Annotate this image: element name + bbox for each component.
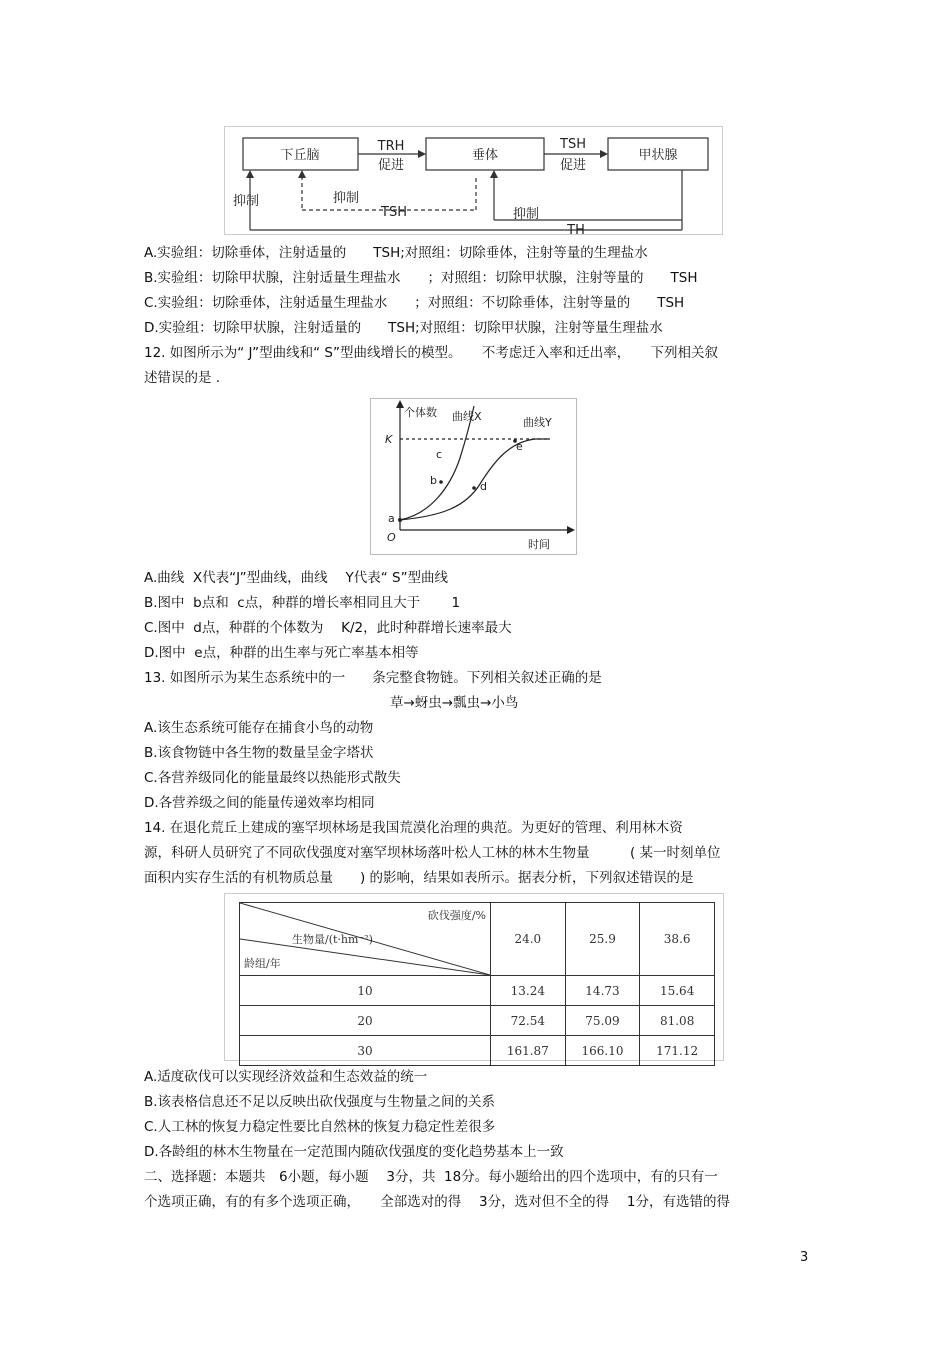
inhibit-mid-label: 抑制: [332, 191, 360, 206]
q13-food-chain: 草→蚜虫→瓢虫→小鸟: [390, 695, 519, 711]
population-growth-graph: [370, 398, 578, 556]
value-cell: 161.87: [491, 1036, 566, 1066]
x-axis-label: 时间: [528, 538, 550, 551]
point-e-label: e: [516, 440, 523, 453]
q14-option-a: A.适度砍伐可以实现经济效益和生态效益的统一: [144, 1069, 428, 1085]
q12-option-a: A.曲线 X代表“J”型曲线，曲线 Y代表“ S”型曲线: [144, 570, 449, 586]
q14-option-d: D.各龄组的林木生物量在一定范围内随砍伐强度的变化趋势基本上一致: [144, 1144, 564, 1160]
age-cell: 30: [240, 1036, 491, 1066]
table-header-row: [240, 903, 715, 976]
value-cell: 13.24: [491, 976, 566, 1006]
table-row: [240, 1006, 715, 1036]
q12-option-c: C.图中 d点，种群的个体数为 K/2，此时种群增长速率最大: [144, 620, 512, 636]
thyroid-label: 甲状腺: [638, 148, 678, 163]
value-cell: 171.12: [640, 1036, 715, 1066]
origin-label: O: [387, 531, 396, 544]
inhibit-right-label: 抑制: [512, 207, 540, 222]
curve-x-label: 曲线X: [452, 410, 482, 423]
k-label: K: [385, 433, 393, 446]
header-age-group: 龄组/年: [244, 957, 281, 970]
biomass-table-frame: [224, 893, 724, 1061]
biomass-table: [239, 902, 715, 1066]
tsh-action-label: 促进: [559, 158, 587, 173]
age-cell: 20: [240, 1006, 491, 1036]
tsh-label: TSH: [560, 137, 586, 152]
q14-stem-line3: 面积内实存生活的有机物质总量 ) 的影响，结果如表所示。据表分析，下列叙述错误的是: [144, 870, 694, 886]
q13-option-a: A.该生态系统可能存在捕食小鸟的动物: [144, 720, 374, 736]
q11-option-d: D.实验组：切除甲状腺，注射适量的 TSH;对照组：切除甲状腺，注射等量生理盐水: [144, 320, 663, 336]
q13-option-c: C.各营养级同化的能量最终以热能形式散失: [144, 770, 401, 786]
age-cell: 10: [240, 976, 491, 1006]
point-c-label: c: [436, 448, 443, 461]
q12-option-b: B.图中 b点和 c点，种群的增长率相同且大于 1: [144, 595, 461, 611]
q14-stem-line1: 14. 在退化荒丘上建成的塞罕坝林场是我国荒漠化治理的典范。为更好的管理、利用林木资: [144, 820, 683, 836]
hormone-regulation-diagram: [224, 126, 724, 236]
q13-option-d: D.各营养级之间的能量传递效率均相同: [144, 795, 375, 811]
value-cell: 75.09: [565, 1006, 640, 1036]
table-row: [240, 1036, 715, 1066]
section2-line1: 二、选择题：本题共 6小题，每小题 3分，共 18分。每小题给出的四个选项中，有的只有一: [144, 1169, 718, 1185]
q14-option-c: C.人工林的恢复力稳定性要比自然林的恢复力稳定性差很多: [144, 1119, 496, 1135]
value-cell: 81.08: [640, 1006, 715, 1036]
q13-option-b: B.该食物链中各生物的数量呈金字塔状: [144, 745, 374, 761]
y-axis-label: 个体数: [404, 406, 437, 419]
column-header: 38.6: [640, 903, 715, 976]
inhibit-left-label: 抑制: [232, 194, 260, 209]
th-label: TH: [567, 223, 585, 236]
point-d-label: d: [480, 480, 487, 493]
column-header: 24.0: [491, 903, 566, 976]
tsh-feedback-label: TSH: [381, 205, 407, 220]
pituitary-label: 垂体: [471, 148, 499, 163]
value-cell: 14.73: [565, 976, 640, 1006]
column-header: 25.9: [565, 903, 640, 976]
page-number: 3: [800, 1250, 809, 1265]
point-a-label: a: [388, 512, 395, 525]
q12-stem-line1: 12. 如图所示为“ J”型曲线和“ S”型曲线增长的模型。 不考虑迁入率和迁出率， 下列相关叙: [144, 345, 718, 361]
point-b-label: b: [430, 474, 437, 487]
trh-action-label: 促进: [377, 158, 405, 173]
q14-stem-line2: 源，科研人员研究了不同砍伐强度对塞罕坝林场落叶松人工林的林木生物量 ( 某一时刻单位: [144, 845, 721, 861]
q12-stem-line2: 述错误的是 .: [144, 370, 221, 386]
table-row: [240, 976, 715, 1006]
value-cell: 15.64: [640, 976, 715, 1006]
trh-label: TRH: [377, 139, 405, 154]
diagonal-header-cell: [240, 903, 491, 976]
curve-y-label: 曲线Y: [523, 416, 552, 429]
value-cell: 166.10: [565, 1036, 640, 1066]
header-biomass: 生物量/(t·hm⁻²): [292, 933, 373, 946]
q13-stem: 13. 如图所示为某生态系统中的一 条完整食物链。下列相关叙述正确的是: [144, 670, 602, 686]
q12-option-d: D.图中 e点，种群的出生率与死亡率基本相等: [144, 645, 419, 661]
q11-option-b: B.实验组：切除甲状腺，注射适量生理盐水 ；对照组：切除甲状腺，注射等量的 TSH: [144, 270, 698, 286]
hypothalamus-label: 下丘脑: [280, 148, 320, 163]
value-cell: 72.54: [491, 1006, 566, 1036]
q11-option-a: A.实验组：切除垂体，注射适量的 TSH;对照组：切除垂体，注射等量的生理盐水: [144, 245, 648, 261]
header-cut-intensity: 砍伐强度/%: [427, 909, 486, 922]
section2-line2: 个选项正确，有的有多个选项正确， 全部选对的得 3分，选对但不全的得 1分，有选错的得: [144, 1194, 731, 1210]
q14-option-b: B.该表格信息还不足以反映出砍伐强度与生物量之间的关系: [144, 1094, 496, 1110]
q11-option-c: C.实验组：切除垂体，注射适量生理盐水 ；对照组：不切除垂体，注射等量的 TSH: [144, 295, 685, 311]
